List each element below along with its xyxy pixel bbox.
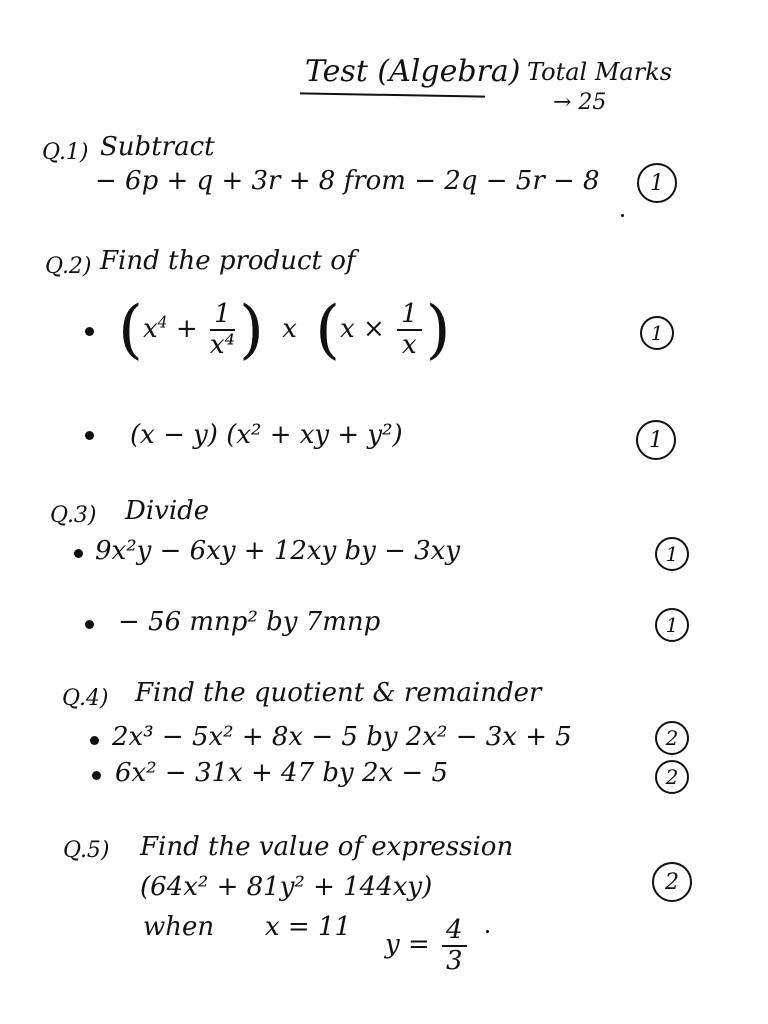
q4-instruction: Find the quotient & remainder <box>135 678 542 708</box>
q2-item2-expression: (x − y) (x² + xy + y²) <box>130 420 403 450</box>
test-title: Test (Algebra) <box>305 54 521 89</box>
q2-item1-a-plus: + <box>175 314 198 344</box>
q5-when-label: when <box>143 912 215 942</box>
q2-item1-bullet <box>85 327 94 336</box>
q3-instruction: Divide <box>125 496 210 526</box>
q3-item2-marks: 1 <box>665 613 679 637</box>
q1-marks: 1 <box>650 170 664 196</box>
stray-dot <box>621 214 624 217</box>
q2-item1-a-den: x⁴ <box>209 330 235 360</box>
q3-item1-expression: 9x²y − 6xy + 12xy by − 3xy <box>95 536 461 566</box>
q2-item1-a-exp: 4 <box>157 313 168 332</box>
q5-y-num: 4 <box>442 916 467 947</box>
q2-item1-marks: 1 <box>650 321 664 345</box>
q4-item1-marks-badge <box>655 721 689 755</box>
q5-instruction: Find the value of expression <box>140 832 514 862</box>
open-paren: ( <box>315 293 341 367</box>
q4-item2-bullet <box>92 771 101 780</box>
q3-item1-bullet <box>74 549 83 558</box>
q3-item2-marks-badge <box>655 608 689 642</box>
q3-item1-marks-badge <box>655 537 689 571</box>
q1-marks-badge <box>637 163 677 203</box>
q1-instruction: Subtract <box>100 132 215 162</box>
q1-number: Q.1) <box>42 140 89 165</box>
q2-item1-b-den: x <box>402 330 417 360</box>
q5-y-label: y = <box>385 929 430 960</box>
q2-item2-marks-badge <box>636 420 676 460</box>
close-paren: ) <box>425 293 451 367</box>
title-underline <box>300 92 485 97</box>
q2-item1-b-main: x × <box>340 314 385 344</box>
q4-item2-marks-badge <box>655 760 689 794</box>
q4-item2-expression: 6x² − 31x + 47 by 2x − 5 <box>115 758 449 788</box>
q3-item1-marks: 1 <box>665 542 679 566</box>
q5-y-value <box>385 916 471 975</box>
q5-y-fraction <box>442 916 467 975</box>
q5-number: Q.5) <box>63 838 110 863</box>
q4-item1-marks: 2 <box>665 726 679 750</box>
stray-dot <box>486 930 489 933</box>
q2-item1-a-fraction <box>210 300 235 359</box>
open-paren: ( <box>118 293 143 367</box>
q2-item1-marks-badge <box>640 316 674 350</box>
q3-item2-bullet <box>85 620 94 629</box>
q2-item1-a-num: 1 <box>210 300 235 331</box>
q2-item1-b-num: 1 <box>397 300 422 331</box>
q5-marks: 2 <box>665 869 679 895</box>
q4-item1-bullet <box>90 736 99 745</box>
q5-expression: (64x² + 81y² + 144xy) <box>140 872 433 902</box>
q2-instruction: Find the product of <box>100 246 356 276</box>
close-paren: ) <box>238 293 264 367</box>
total-marks-label: Total Marks <box>527 58 673 86</box>
q4-number: Q.4) <box>62 686 109 711</box>
q2-item1-b-fraction <box>397 300 422 359</box>
q2-item1-times: x <box>282 314 297 344</box>
q2-item2-bullet <box>85 431 94 440</box>
q4-item1-expression: 2x³ − 5x² + 8x − 5 by 2x² − 3x + 5 <box>112 722 572 752</box>
q5-marks-badge <box>652 862 692 902</box>
q4-item2-marks: 2 <box>665 765 679 789</box>
q3-number: Q.3) <box>50 503 97 528</box>
q2-item1-expression <box>118 293 451 367</box>
q3-item2-expression: − 56 mnp² by 7mnp <box>118 607 381 637</box>
q5-y-den: 3 <box>446 945 463 976</box>
q5-x-value: x = 11 <box>265 912 352 942</box>
q2-item1-a-main: x <box>142 314 158 344</box>
total-marks-value: → 25 <box>553 90 607 115</box>
q1-expression: − 6p + q + 3r + 8 from − 2q − 5r − 8 <box>95 166 600 196</box>
q2-number: Q.2) <box>45 254 92 279</box>
q2-item2-marks: 1 <box>649 427 663 453</box>
